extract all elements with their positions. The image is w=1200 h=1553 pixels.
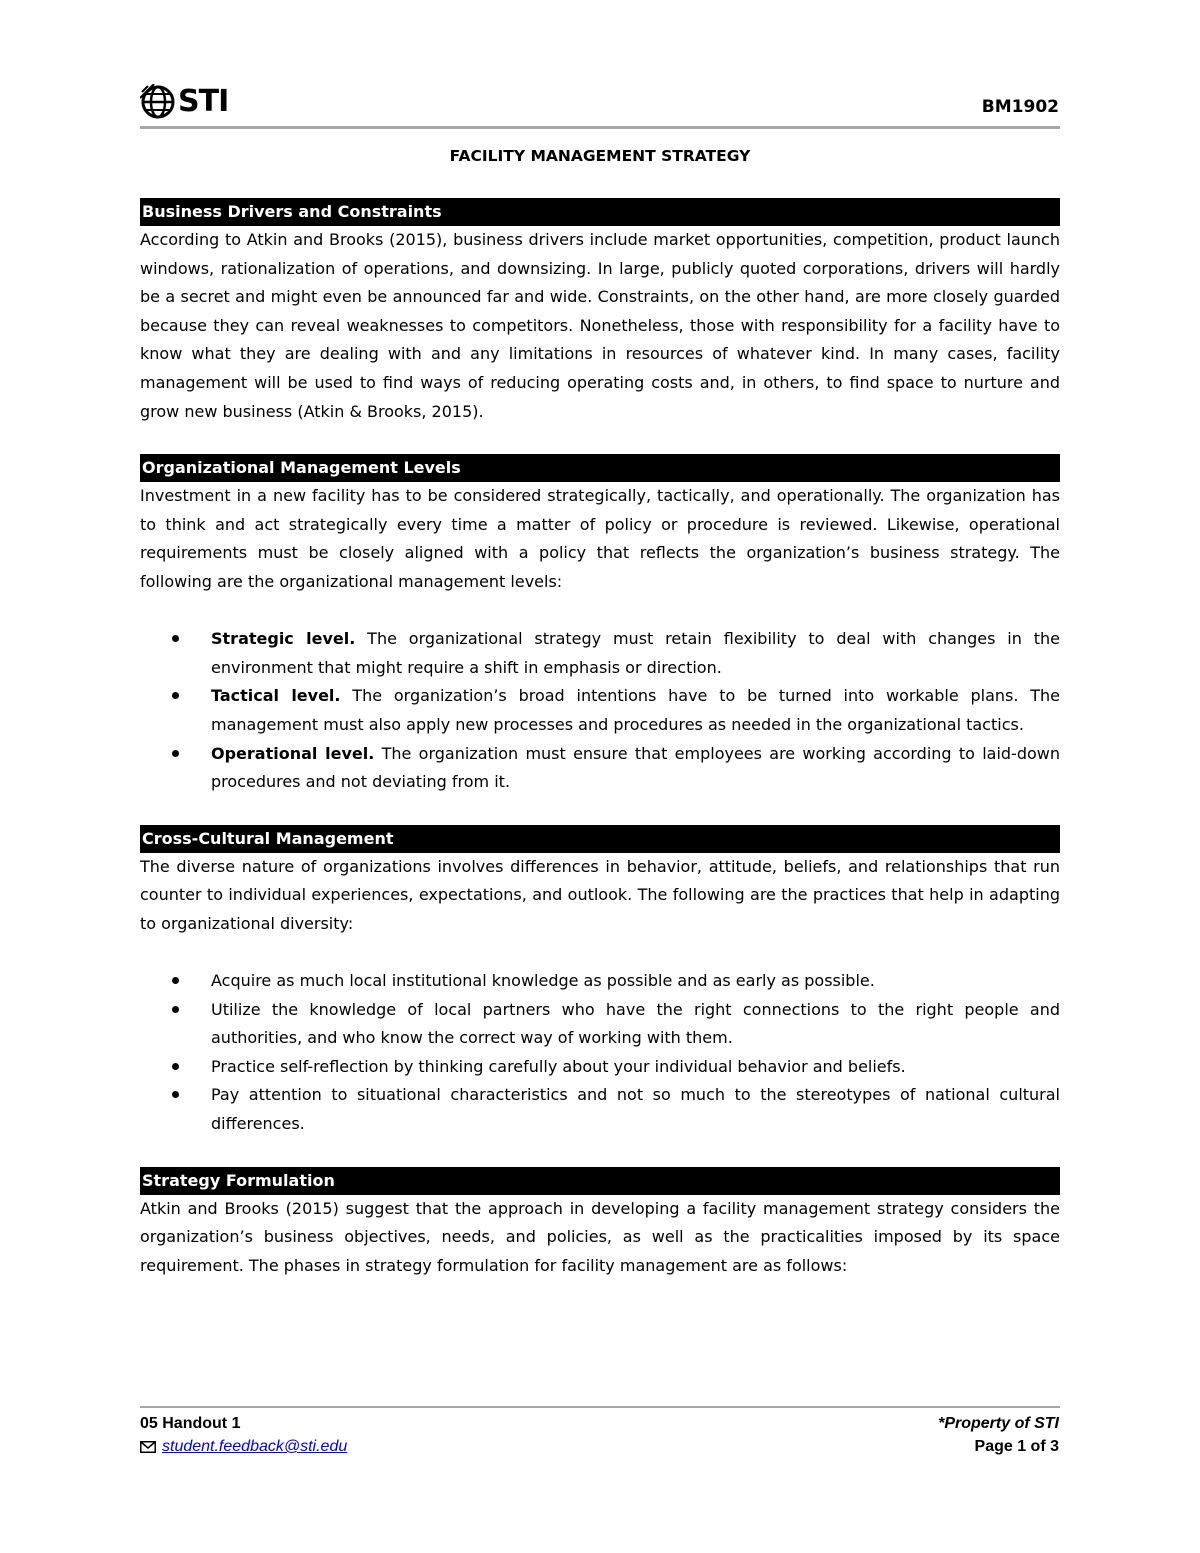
bullet-text: The organization must ensure that employees are working according to laid-down procedures and not deviating from it. [211,743,1061,792]
paragraph: Investment in a new facility has to be considered strategically, tactically, and operationally. The organization has to think and act strategically every time a matter of policy or procedure is reviewed. Likewise, operational requirements must be closely aligned with a policy that reflects the organization’s business strategy. The following are the organizational management levels: [140,486,1060,591]
document-body [140,198,1060,1308]
feedback-email-link[interactable]: student.feedback@sti.edu [162,1438,348,1455]
paragraph: Atkin and Brooks (2015) suggest that the approach in developing a facility management strategy considers the organization’s business objectives, needs, and policies, as well as the practicalities imposed by its space requirement. The phases in strategy formulation for facility management are as follows: [140,1198,1060,1275]
list-item [140,625,1060,682]
bullet-text: Practice self-reflection by thinking carefully about your individual behavior and beliefs. [211,1056,906,1076]
paragraph: According to Atkin and Brooks (2015), business drivers include market opportunities, competition, product launch windows, rationalization of operations, and downsizing. In large, publicly quoted corporations, drivers will hardly be a secret and might even be announced far and wide. Constraints, on the other hand, are more closely guarded because they can reveal weaknesses to competitors. Nonetheless, those with responsibility for a facility have to know what they are dealing with and any limitations in resources of whatever kind. In many cases, facility management will be used to find ways of reducing operating costs and, in others, to find space to nurture and grow new business (Atkin & Brooks, 2015). [140,230,1060,421]
property-notice: *Property of STI [938,1415,1059,1432]
bullet-icon [172,1091,179,1098]
bullet-icon [172,1006,179,1013]
bullet-text: Acquire as much local institutional knowledge as possible and as early as possible. [211,971,875,991]
bullet-text: Pay attention to situational characteristics and not so much to the stereotypes of national cultural differences. [211,1085,1060,1134]
document-title: FACILITY MANAGEMENT STRATEGY [449,147,751,165]
bullet-text: The organizational strategy must retain flexibility to deal with changes in the environment that might require a shift in emphasis or direction. [211,629,1061,677]
section-business-drivers [140,198,1060,426]
bullet-list [140,625,1060,797]
globe-icon [140,84,176,120]
bullet-term: Tactical level. [211,686,341,706]
list-item [140,996,1060,1053]
paragraph: The diverse nature of organizations involves differences in behavior, attitude, beliefs, and relationships that run counter to individual experiences, expectations, and outlook. The following are the practices that help in adapting to organizational diversity: [140,856,1060,933]
page-number: Page 1 of 3 [974,1438,1059,1455]
footer-divider [140,1406,1060,1408]
list-item [140,967,1060,996]
handout-label: 05 Handout 1 [140,1415,241,1432]
list-item [140,1081,1060,1138]
section-cross-cultural [140,825,1060,1139]
bullet-icon [172,977,179,984]
section-heading: Strategy Formulation [140,1167,1060,1195]
logo-text: STI [178,84,229,119]
header-divider [140,126,1060,129]
list-item [140,740,1060,797]
bullet-list [140,967,1060,1139]
bullet-icon [172,635,179,642]
bullet-term: Operational level. [211,743,375,763]
bullet-text: The organization’s broad intentions have to be turned into workable plans. The management must also apply new processes and procedures as needed in the organizational tactics. [211,686,1061,734]
envelope-icon [140,1441,156,1453]
list-item [140,682,1060,739]
bullet-icon [172,692,179,699]
section-heading: Business Drivers and Constraints [140,198,1060,226]
bullet-term: Strategic level. [211,629,356,649]
course-code: BM1902 [981,97,1059,117]
sti-logo [140,84,228,120]
bullet-icon [172,1063,179,1070]
section-management-levels [140,454,1060,797]
bullet-icon [172,750,179,757]
feedback-contact [140,1437,347,1457]
bullet-text: Utilize the knowledge of local partners who have the right connections to the right people and authorities, and who know the correct way of working with them. [211,999,1060,1048]
section-heading: Cross-Cultural Management [140,825,1060,853]
section-strategy-formulation [140,1167,1060,1281]
section-heading: Organizational Management Levels [140,454,1060,482]
list-item [140,1053,1060,1082]
